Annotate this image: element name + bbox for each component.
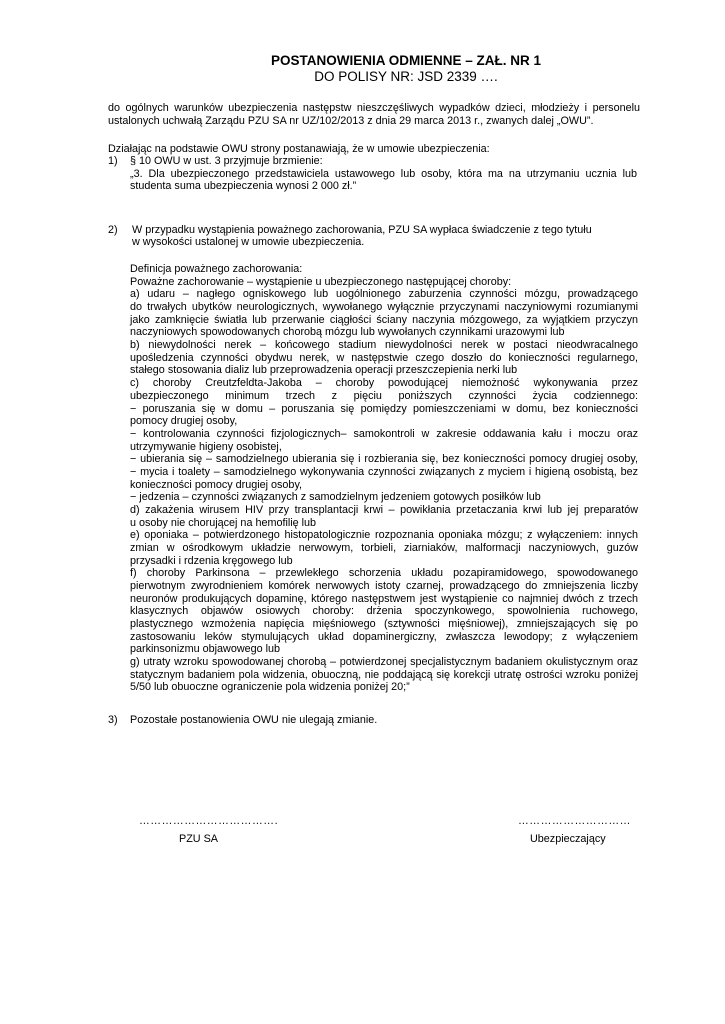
document-title: POSTANOWIENIA ODMIENNE – ZAŁ. NR 1 [270,53,541,68]
signature-line-right: ………………………… [518,815,631,827]
signature-line-left: ………………………………. [139,815,279,827]
point-1-text: § 10 OWU w ust. 3 przyjmuje brzmienie: [130,155,323,167]
intro-line-2: ustalonych uchwałą Zarządu PZU SA nr UZ/102/2013 z dnia 29 marca 2013 r., zwanych dalej „OWU”. [108,115,594,127]
definition-line: naczyniowych spowodowanych chorobą mózgu lub wywołanych czynnikami urazowymi lub [130,326,565,339]
definition-line: neuronów produkujących dopaminę, którego następstwem jest wystąpienie co najmniej dwóch z trzech [130,592,638,605]
definition-line: e) oponiaka – potwierdzonego histopatologicznie rozpoznania oponiaka mózgu; z wyłączeniem: innych [130,529,638,542]
definition-line: c) choroby Creutzfeldta-Jakoba – choroby powodującej niemożność wykonywania przez [130,377,638,390]
definition-line: pierwotnym zwyrodnieniem komórek nerwowych istoty czarnej, prowadzącego do zmniejszenia liczby [130,580,638,592]
point-2-number: 2) [108,224,118,236]
point-3-text: Pozostałe postanowienia OWU nie ulegają zmianie. [130,714,378,726]
definition-line: klasycznych objawów osiowych choroby: drżenia spoczynkowego, spowolnienia ruchowego, [130,605,638,618]
definition-line: − kontrolowania czynności fizjologicznych– samokontroli w zakresie oddawania kału i moczu oraz [130,427,638,440]
definition-line: b) niewydolności nerek – końcowego stadium niewydolności nerek w postaci nieodwracalnego [130,339,638,352]
definition-line: przysadki i rdzenia kręgowego lub [130,554,293,567]
definition-line: − jedzenia – czynności związanych z samodzielnym jedzeniem gotowych posiłków lub [130,491,541,504]
definition-line: ubezpieczonego minimum trzech z pięciu poniższych czynności życia codziennego: [130,389,638,402]
agreement-text: Działając na podstawie OWU strony postanawiają, że w umowie ubezpieczenia: [108,143,490,155]
signature-label-pzu: PZU SA [179,833,218,845]
definition-line: upośledzenia czynności obydwu nerek, w następstwie czego doszło do konieczności regularnego, [130,351,638,364]
definition-line: jako zamknięcie światła lub przerwanie ciągłości ściany naczynia mózgowego, za wyjątkiem przyczyn [130,313,638,326]
definition-line: konieczności pomocy drugiej osoby, [130,478,303,491]
definition-line: − poruszania się w domu – poruszania się pomiędzy pomieszczeniami w domu, bez konieczności [130,402,638,415]
definition-line: zastosowaniu leków stymulujących układ dopaminergiczny, zwłaszcza lewodopy; z wyłączeniem [130,630,638,643]
definition-line: do trwałych ubytków neurologicznych, wywołanego wyłącznie przyczynami naczyniowymi rozumianymi [130,301,638,313]
definition-line: 5/50 lub obuoczne ograniczenie pola widzenia poniżej 20;” [130,681,410,694]
point-2-line-1: W przypadku wystąpienia poważnego zachorowania, PZU SA wypłaca świadczenie z tego tytułu [132,224,592,236]
point-1-quote-line-2: studenta suma ubezpieczenia wynosi 2 000 zł.” [130,180,357,192]
intro-line-1: do ogólnych warunków ubezpieczenia następstw nieszczęśliwych wypadków dzieci, młodzieży i personelu [108,102,640,114]
definition-line: utrzymywanie higieny osobistej, [130,440,282,453]
definition-line: Poważne zachorowanie – wystąpienie u ubezpieczonego następującej choroby: [130,275,512,288]
definition-line: − ubierania się – samodzielnego ubierania się i rozbierania się, bez konieczności pomocy drugiej osoby, [130,453,638,466]
definition-line: stałego stosowania dializ lub przeprowadzenia operacji przeszczepienia nerki lub [130,364,518,377]
definition-line: plastycznego wzmożenia napięcia mięśniowego (sztywności mięśniowej), zmniejszających się po [130,618,638,630]
definition-line: zmian w ośrodkowym układzie nerwowym, torbieli, ziarniaków, malformacji naczyniowych, guzów [130,542,638,554]
definition-line: a) udaru – nagłego ogniskowego lub uogólnionego zaburzenia czynności mózgu, prowadzącego [130,288,638,301]
policy-number-subtitle: DO POLISY NR: JSD 2339 …. [314,69,498,84]
definition-line: d) zakażenia wirusem HIV przy transplantacji krwi – powikłania przetaczania krwi lub jej preparatów [130,503,638,516]
definition-line: − mycia i toalety – samodzielnego wykonywania czynności związanych z myciem i higieną osobistą, bez [130,465,638,478]
definition-line: pomocy drugiej osoby, [130,415,238,428]
definition-line: u osoby nie chorującej na hemofilię lub [130,516,317,529]
definition-line: statycznym badaniem pola widzenia, obuoczną, nie poddającą się korekcji utratę ostrości wzroku poniżej [130,668,638,681]
point-3-number: 3) [108,714,118,726]
point-2-line-2: w wysokości ustalonej w umowie ubezpieczenia. [132,236,365,248]
definition-line: g) utraty wzroku spowodowanej chorobą – potwierdzonej specjalistycznym badaniem okulistycznym oraz [130,656,638,669]
definition-line: parkinsonizmu objawowego lub [130,643,281,656]
definition-line: f) choroby Parkinsona – przewlekłego schorzenia układu pozapiramidowego, spowodowanego [130,567,638,580]
signature-label-insured: Ubezpieczający [530,833,606,845]
definition-line: Definicja poważnego zachorowania: [130,263,303,275]
point-1-number: 1) [108,155,118,167]
point-1-quote-line-1: „3. Dla ubezpieczonego przedstawiciela ustawowego lub osoby, która ma na utrzymaniu ucznia lub [130,168,637,180]
